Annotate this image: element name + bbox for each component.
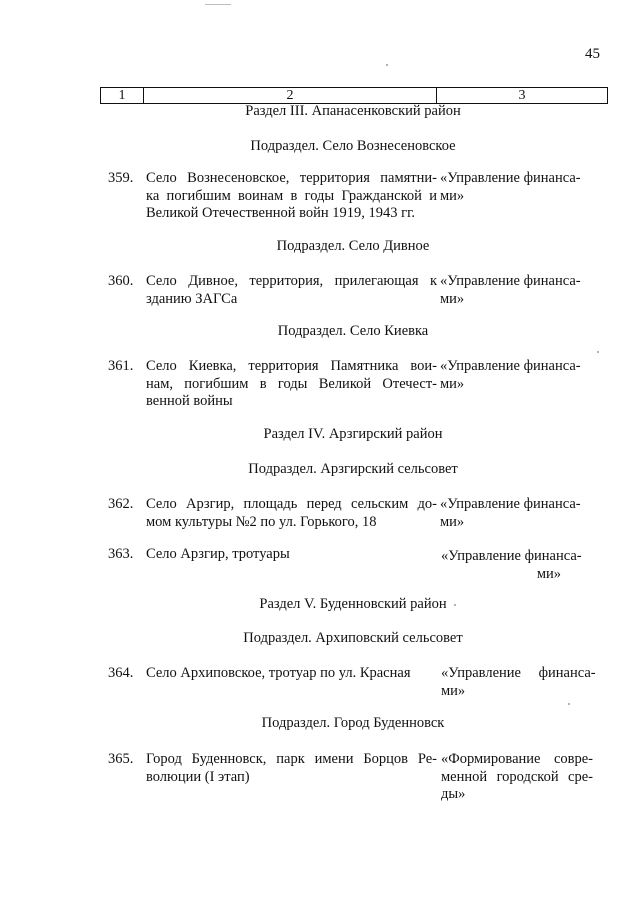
subsection-heading-arzgir: Подраздел. Арзгирский сельсовет — [248, 461, 458, 477]
scan-speck — [454, 604, 456, 606]
page-number: 45 — [585, 46, 600, 62]
entry-description: Город Буденновск, парк имени Борцов Ре- волюции (I этап) — [146, 751, 437, 785]
section-heading-iv: Раздел IV. Арзгирский район — [263, 426, 443, 442]
entry-description: Село Арзгир, площадь перед сельским до- мом культуры №2 по ул. Горького, 18 — [146, 496, 437, 530]
entry-number: 362. — [108, 496, 134, 512]
entry-program: «Управление финанса- ми» — [440, 273, 581, 307]
table-header-col-2: 2 — [144, 88, 437, 103]
entry-number: 363. — [108, 546, 134, 562]
section-heading-iii: Раздел III. Апанасенковский район — [245, 103, 461, 119]
scan-artifact-line — [205, 4, 231, 5]
section-heading-v: Раздел V. Буденновский район — [259, 596, 447, 612]
subsection-heading-budennovsk: Подраздел. Город Буденновск — [261, 715, 445, 731]
scan-speck — [386, 64, 388, 66]
subsection-heading-kievka: Подраздел. Село Киевка — [277, 323, 429, 339]
entry-program: «Управление финанса- ми» — [441, 548, 582, 582]
entry-number: 359. — [108, 170, 134, 186]
entry-description: Село Киевка, территория Памятника вои- нам, погибшим в годы Великой Отечест- венной войны — [146, 358, 437, 409]
entry-number: 365. — [108, 751, 134, 767]
entry-program: «Управление финанса- ми» — [441, 665, 596, 699]
entry-description: Село Вознесеновское, территория памятни- ка погибшим воинам в годы Гражданской и Великой Отечественной войн 1919, 1943 гг. — [146, 170, 437, 221]
entry-description: Село Арзгир, тротуары — [146, 546, 290, 562]
table-header-row — [100, 87, 608, 104]
entry-program: «Управление финанса- ми» — [440, 170, 581, 204]
table-header-col-1: 1 — [101, 88, 144, 103]
entry-number: 364. — [108, 665, 134, 681]
subsection-heading-voznesenovskoe: Подраздел. Село Вознесеновское — [250, 138, 456, 154]
entry-program: «Формирование совре- менной городской сре- ды» — [441, 751, 593, 802]
subsection-heading-divnoe: Подраздел. Село Дивное — [276, 238, 430, 254]
subsection-heading-arkhipovsky: Подраздел. Архиповский сельсовет — [243, 630, 463, 646]
entry-description: Село Архиповское, тротуар по ул. Красная — [146, 665, 411, 681]
table-header-col-3: 3 — [518, 88, 526, 103]
entry-number: 360. — [108, 273, 134, 289]
entry-program: «Управление финанса- ми» — [440, 496, 581, 530]
scan-speck — [597, 351, 599, 353]
entry-description: Село Дивное, территория, прилегающая к зданию ЗАГСа — [146, 273, 437, 307]
entry-number: 361. — [108, 358, 134, 374]
scan-speck — [568, 703, 570, 705]
entry-program: «Управление финанса- ми» — [440, 358, 581, 392]
